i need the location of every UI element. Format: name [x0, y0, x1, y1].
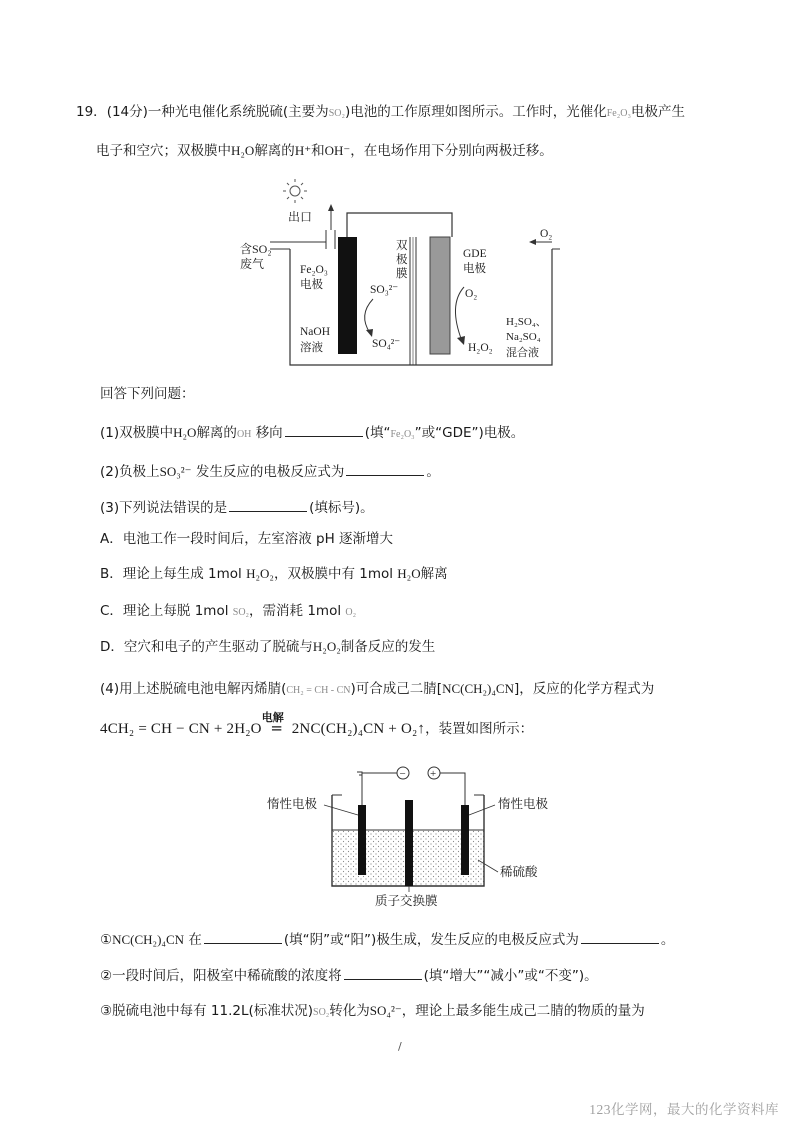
fe2o3-electrode — [338, 237, 357, 354]
equation-left: 4CH₂ = CH − CN + 2H₂O — [100, 721, 262, 737]
sub3-text: ③脱硫电池中每有 11.2L(标准状况) — [100, 1003, 314, 1019]
so3-label: SO₃²⁻ — [370, 284, 399, 296]
reaction-equation — [100, 711, 534, 739]
wire-left — [357, 772, 362, 805]
q2-text: 发生反应的电极反应式为 — [195, 464, 345, 480]
q1-text: (填“ — [364, 425, 391, 441]
o2-formula: O₂ — [345, 607, 357, 618]
question-2 — [100, 461, 440, 482]
oh-minus-formula: OH⁻ — [324, 143, 351, 158]
sub-question-3 — [100, 1001, 645, 1023]
option-c-text: C．理论上每脱 1mol — [100, 603, 229, 619]
gas-inlet-label-2: 废气 — [240, 257, 265, 271]
oh-formula: OH — [236, 429, 252, 440]
so3-to-so4-arrowhead — [366, 329, 373, 337]
external-wire — [347, 213, 452, 237]
so4-label: SO₄²⁻ — [372, 338, 401, 350]
option-b — [100, 564, 448, 584]
option-d-text: 制备反应的发生 — [340, 639, 436, 655]
sub-question-1 — [100, 929, 674, 950]
so2-formula: SO₂ — [313, 1007, 330, 1018]
option-d — [100, 637, 435, 657]
outlet-label: 出口 — [288, 210, 313, 224]
stem-text: 解离的 — [254, 143, 295, 159]
sub2-text: (填“增大”“减小”或“不变”)。 — [423, 968, 598, 984]
footer-watermark: 123化学网，最大的化学资料库 — [589, 1102, 779, 1117]
answer-prompt: 回答下列问题： — [100, 386, 195, 402]
gde-electrode — [430, 237, 450, 354]
answer-blank[interactable] — [204, 929, 282, 944]
right-circuit — [440, 773, 465, 805]
o2-inlet-arrowhead — [529, 239, 536, 245]
mixture-label-1: H₂SO₄、 — [506, 316, 547, 328]
equation-condition — [261, 711, 292, 739]
page-mark: / — [398, 1040, 402, 1053]
option-b-text: 解离 — [420, 566, 448, 582]
q1-text: ”或“GDE”)电极。 — [414, 425, 525, 441]
right-electrode-label: 惰性电极 — [498, 797, 549, 811]
o2-to-h2o2-arrow — [455, 287, 464, 341]
q3-text: (3)下列说法错误的是 — [100, 500, 228, 516]
stem-text: )电池的工作原理如图所示。工作时，光催化 — [344, 104, 607, 120]
option-a: A．电池工作一段时间后，左室溶液 pH 逐渐增大 — [100, 531, 394, 547]
q4-text: ，装置如图所示： — [425, 721, 534, 737]
desulfurization-cell-diagram — [240, 175, 560, 370]
question-score: (14分) — [106, 104, 148, 120]
o2-inlet-label: O₂ — [540, 228, 553, 240]
q1-text: 移向 — [255, 425, 283, 441]
right-electrode-pointer — [469, 805, 495, 815]
left-electrode-pointer — [324, 805, 358, 815]
option-b-text: ，双极膜中有 1mol — [273, 566, 393, 582]
q2-text: (2)负极上 — [100, 464, 160, 480]
condition-text: 电解 — [261, 711, 284, 724]
q4-text: )可合成己二腈[ — [350, 681, 443, 697]
acid-label: 稀硫酸 — [500, 865, 538, 879]
question-number: 19． — [76, 104, 107, 120]
q1-text: 解离的 — [196, 425, 237, 441]
left-circuit — [362, 773, 397, 805]
answer-blank[interactable] — [285, 422, 363, 437]
so3-formula: SO₃²⁻ — [159, 464, 192, 479]
equation-right: 2NC(CH₂)₄CN + O₂↑ — [291, 721, 426, 737]
sub1-text: 。 — [660, 932, 675, 948]
h2o2-label: H₂O₂ — [468, 342, 493, 354]
option-c — [100, 601, 356, 623]
question-stem-line-2 — [96, 141, 553, 161]
h2o2-formula: H₂O₂ — [246, 566, 274, 581]
right-inert-electrode — [461, 805, 469, 875]
bipolar-label-1: 双 — [396, 240, 408, 252]
gde-label-1: GDE — [463, 248, 487, 260]
option-d-text: D．空穴和电子的产生驱动了脱硫与 — [100, 639, 313, 655]
outlet-arrowhead — [328, 204, 334, 211]
sub2-text: ②一段时间后，阳极室中稀硫酸的浓度将 — [100, 968, 342, 984]
answer-blank[interactable] — [344, 965, 422, 980]
q4-text: ]，反应的化学方程式为 — [513, 681, 655, 697]
sub-question-2 — [100, 965, 598, 986]
sub3-text: 转化为 — [329, 1003, 370, 1019]
so2-formula: SO₂ — [328, 108, 345, 119]
so3-to-so4-arrow — [365, 299, 373, 333]
adiponitrile-formula: NC(CH₂)₄CN — [112, 932, 185, 947]
sub1-text: 在 — [188, 932, 202, 948]
sub3-text: ，理论上最多能生成己二腈的物质的量为 — [401, 1003, 645, 1019]
stem-text: ，在电场作用下分别向两极迁移。 — [350, 143, 553, 159]
mixture-label-2: Na₂SO₄ — [506, 331, 541, 343]
h2o-formula: H₂O — [173, 425, 197, 440]
equals-sign: = — [270, 719, 283, 737]
fe2o3-formula: Fe₂O₃ — [390, 429, 415, 440]
positive-sign: + — [430, 768, 437, 780]
proton-exchange-membrane — [405, 800, 413, 886]
q3-text: (填标号)。 — [309, 500, 374, 516]
membrane-label: 质子交换膜 — [375, 894, 438, 908]
question-stem-line-1 — [76, 102, 685, 124]
adiponitrile-formula: NC(CH₂)₄CN — [442, 681, 514, 696]
o2-to-h2o2-arrowhead — [457, 336, 465, 345]
sun-icon — [283, 179, 307, 203]
so2-formula: SO₂ — [232, 607, 250, 618]
naoh-label-2: 溶液 — [300, 342, 323, 354]
q2-text: 。 — [426, 464, 440, 480]
question-4 — [100, 679, 654, 701]
bipolar-label-3: 膜 — [396, 268, 408, 280]
naoh-label-1: NaOH — [300, 326, 331, 338]
question-3 — [100, 497, 374, 518]
left-inert-electrode — [358, 805, 366, 875]
fe2o3-formula: Fe₂O₃ — [606, 108, 631, 119]
acrylonitrile-formula: CH₂ = CH - CN — [286, 685, 351, 696]
h2o2-formula: H₂O₂ — [312, 639, 341, 654]
stem-text: 电极产生 — [630, 104, 685, 120]
bipolar-label-2: 极 — [396, 254, 408, 266]
answer-blank[interactable] — [581, 929, 659, 944]
fe2o3-label-1: Fe₂O₃ — [300, 264, 328, 276]
h2o-formula: H₂O — [231, 143, 255, 158]
answer-blank[interactable] — [346, 461, 424, 476]
question-1 — [100, 422, 524, 445]
option-b-text: B．理论上每生成 1mol — [100, 566, 242, 582]
stem-text: 一种光电催化系统脱硫(主要为 — [147, 104, 329, 120]
stem-text: 和 — [311, 143, 325, 159]
left-electrode-label: 惰性电极 — [267, 797, 318, 811]
o2-inner-label: O₂ — [465, 288, 478, 300]
sub1-text: (填“阴”或“阳”)极生成，发生反应的电极反应式为 — [283, 932, 579, 948]
gde-label-2: 电极 — [463, 263, 486, 275]
q1-text: (1)双极膜中 — [100, 425, 174, 441]
h2o-formula: H₂O — [397, 566, 421, 581]
answer-blank[interactable] — [229, 497, 307, 512]
so4-formula: SO₄²⁻ — [369, 1003, 402, 1018]
mixture-label-3: 混合液 — [506, 347, 539, 359]
stem-text: 电子和空穴；双极膜中 — [96, 143, 231, 159]
negative-sign: − — [399, 768, 406, 780]
fe2o3-label-2: 电极 — [300, 279, 323, 291]
sub1-text: ① — [100, 932, 113, 948]
option-c-text: ，需消耗 1mol — [249, 603, 342, 619]
h-plus-formula: H⁺ — [294, 143, 312, 158]
gas-inlet-label-1: 含SO₂ — [240, 242, 272, 256]
q4-text: (4)用上述脱硫电池电解丙烯腈( — [100, 681, 287, 697]
electrolysis-cell-diagram — [262, 760, 582, 910]
wire-minus — [358, 774, 362, 805]
